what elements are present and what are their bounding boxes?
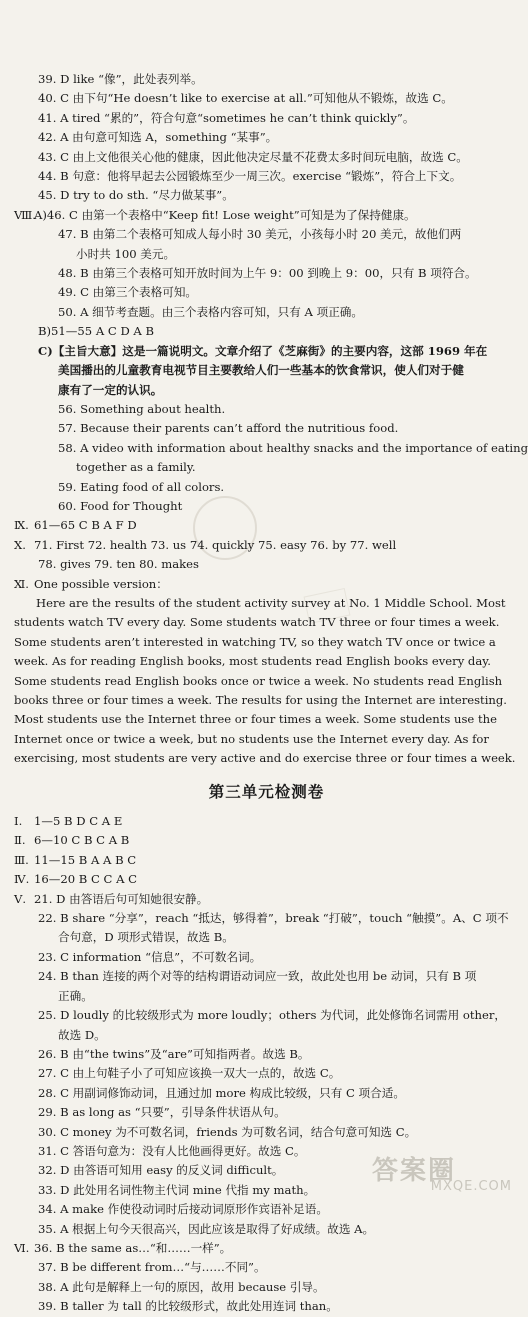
- essay-line: Some students read English books once or twice a week. No students read English: [14, 673, 503, 688]
- answer-text: 39. B taller 为 tall 的比较级形式，故此处用连词 than。: [38, 1299, 338, 1314]
- answer-text: 40. C 由下句“He doesn’t like to exercise at all.”可知他从不锻炼，故选 C。: [38, 91, 453, 106]
- answer-text: 42. A 由句意可知选 A，something “某事”。: [38, 130, 278, 145]
- answer-text: 44. B 句意：他将早起去公园锻炼至少一周三次。exercise “锻炼”，符合上下文。: [38, 169, 462, 184]
- answer-line: [14, 831, 519, 850]
- answer-line: [14, 516, 519, 535]
- unit-title: 第三单元检测卷: [208, 782, 325, 801]
- answer-line: [14, 1258, 519, 1277]
- answer-text: 30. C money 为不可数名词，friends 为可数名词，结合句意可知选 C。: [38, 1124, 417, 1139]
- answer-line: [14, 361, 519, 380]
- answer-text: C)【主旨大意】这是一篇说明文。文章介绍了《芝麻街》的主要内容，这部 1969 年在: [38, 343, 488, 358]
- answer-text: 50. A 细节考查题。由三个表格内容可知，只有 A 项正确。: [58, 304, 363, 319]
- answer-text: 11—15 B A A B C: [34, 852, 137, 867]
- answer-text: 71. First 72. health 73. us 74. quickly 75. easy 76. by 77. well: [34, 537, 397, 552]
- answer-text: 37. B be different from…“与……不同”。: [38, 1260, 266, 1275]
- essay-line: students watch TV every day. Some students watch TV three or four times a week.: [14, 615, 500, 630]
- answer-line: [14, 851, 519, 870]
- answer-line: [14, 1045, 519, 1064]
- answer-line: [14, 186, 519, 205]
- essay-line: Internet once or twice a week, but no students use the Internet every day. As for: [14, 731, 489, 746]
- answer-line: [14, 890, 519, 909]
- essay-line: Some students aren’t interested in watching TV, so they watch TV once or twice a: [14, 634, 496, 649]
- answer-text: 22. B share “分享”，reach “抵达，够得着”，break “打破”，touch “触摸”。A、C 项不: [38, 911, 509, 926]
- answer-text: 43. C 由上文他很关心他的健康，因此他决定尽量不花费太多时间玩电脑，故选 C。: [38, 149, 468, 164]
- answer-text: 60. Food for Thought: [58, 498, 183, 513]
- answer-text: 美国播出的儿童教育电视节目主要教给人们一些基本的饮食常识，使人们对于健: [58, 363, 464, 378]
- answer-text: 24. B than 连接的两个对等的结构谓语动词应一致，故此处也用 be 动词，只有 B 项: [38, 969, 477, 984]
- watermark-logo: [368, 1150, 518, 1194]
- answer-content: [14, 70, 528, 1317]
- answer-line: [14, 478, 519, 497]
- answer-line: [14, 1220, 519, 1239]
- answer-text: 49. C 由第三个表格可知。: [58, 285, 198, 300]
- answer-line: [14, 225, 519, 244]
- answer-text: 1—5 B D C A E: [34, 814, 123, 829]
- answer-line: [14, 812, 519, 831]
- watermark-site-text: MXQE.COM: [430, 1179, 512, 1194]
- answer-line: [14, 400, 519, 419]
- answer-line: [14, 167, 519, 186]
- answer-line: [14, 555, 519, 574]
- answer-line: [14, 1006, 519, 1025]
- answer-text: 小时共 100 美元。: [76, 246, 176, 261]
- answer-line: [14, 206, 519, 225]
- answer-line: [14, 70, 519, 89]
- answer-line: [14, 283, 519, 302]
- section-numeral: Ⅵ.: [14, 1240, 30, 1255]
- section-numeral: Ⅱ.: [14, 833, 26, 848]
- answer-text: 28. C 用副词修饰动词，且通过加 more 构成比较级，只有 C 项合适。: [38, 1085, 405, 1100]
- answer-block-unit-two: [14, 70, 528, 594]
- answer-line: [14, 303, 519, 322]
- answer-text: 29. B as long as “只要”，引导条件状语从句。: [38, 1105, 286, 1120]
- answer-text: 6—10 C B C A B: [34, 833, 130, 848]
- answer-text: 35. A 根据上句今天很高兴，因此应该是取得了好成绩。故选 A。: [38, 1221, 375, 1236]
- answer-text: 61—65 C B A F D: [34, 518, 137, 533]
- answer-text: 47. B 由第二个表格可知成人每小时 30 美元，小孩每小时 20 美元，故他们两: [58, 227, 462, 242]
- sample-essay: [14, 594, 519, 769]
- answer-line: [14, 575, 519, 594]
- answer-text: 故选 D。: [58, 1027, 106, 1042]
- answer-line: [14, 928, 519, 947]
- essay-line: week. As for reading English books, most students read English books every day.: [14, 654, 491, 669]
- answer-text: 27. C 由上句鞋子小了可知应该换一双大一点的，故选 C。: [38, 1066, 341, 1081]
- essay-line: Here are the results of the student activity survey at No. 1 Middle School. Most: [36, 595, 506, 610]
- answer-line: [14, 1239, 519, 1258]
- answer-text: 36. B the same as…“和……一样”。: [34, 1240, 232, 1255]
- answer-text: One possible version：: [34, 576, 168, 591]
- answer-line: [14, 342, 519, 361]
- answer-text: together as a family.: [76, 460, 196, 475]
- answer-text: 58. A video with information about healthy snacks and the importance of eating: [58, 440, 528, 455]
- section-numeral: Ⅸ.: [14, 518, 29, 533]
- answer-text: 26. B 由“the twins”及“are”可知指两者。故选 B。: [38, 1046, 310, 1061]
- answer-line: [14, 381, 519, 400]
- essay-line: exercising, most students are very active and do exercise three or four times a week.: [14, 751, 516, 766]
- section-numeral: Ⅴ.: [14, 891, 27, 906]
- answer-line: [14, 497, 519, 516]
- answer-line: [14, 439, 528, 458]
- answer-line: [14, 1123, 519, 1142]
- section-numeral: Ⅰ.: [14, 814, 23, 829]
- answer-text: 38. A 此句是解释上一句的原因，故用 because 引导。: [38, 1279, 325, 1294]
- answer-text: 59. Eating food of all colors.: [58, 479, 225, 494]
- answer-text: 39. D like “像”，此处表列举。: [38, 72, 203, 86]
- answer-line: [14, 536, 519, 555]
- answer-text: 34. A make 作使役动词时后接动词原形作宾语补足语。: [38, 1202, 328, 1217]
- section-numeral: Ⅺ.: [14, 576, 29, 591]
- answer-line: [14, 909, 519, 928]
- answer-line: [14, 1278, 519, 1297]
- answer-line: [14, 1200, 519, 1219]
- answer-line: [14, 948, 519, 967]
- answer-text: 23. C information “信息”，不可数名词。: [38, 949, 262, 964]
- answer-line: [14, 419, 519, 438]
- essay-line: books three or four times a week. The results for using the Internet are interesting.: [14, 693, 507, 707]
- answer-text: A)46. C 由第一个表格中“Keep fit! Lose weight”可知是为了保持健康。: [34, 207, 416, 222]
- answer-text: 33. D 此处用名词性物主代词 mine 代指 my math。: [38, 1182, 316, 1197]
- answer-text: 25. D loudly 的比较级形式为 more loudly；others 为代词，此处修饰名词需用 other，: [38, 1008, 507, 1023]
- answer-text: 16—20 B C C A C: [34, 872, 138, 887]
- answer-line: [14, 89, 519, 108]
- answer-line: [14, 322, 519, 341]
- answer-line: [14, 148, 519, 167]
- answer-text: 45. D try to do sth. “尽力做某事”。: [38, 188, 234, 203]
- answer-text: 78. gives 79. ten 80. makes: [38, 557, 199, 572]
- answer-line: [14, 1103, 519, 1122]
- answer-line: [14, 264, 519, 283]
- answer-text: 57. Because their parents can’t afford the nutritious food.: [58, 421, 399, 436]
- answer-line: [14, 1064, 519, 1083]
- answer-text: 48. B 由第三个表格可知开放时间为上午 9：00 到晚上 9：00，只有 B 项符合。: [58, 266, 477, 281]
- essay-line: Most students use the Internet three or four times a week. Some students use the: [14, 712, 497, 727]
- answer-line: [14, 1084, 519, 1103]
- answer-line: [14, 128, 519, 147]
- answer-line: [14, 967, 519, 986]
- section-numeral: Ⅹ.: [14, 537, 26, 552]
- answer-line: [14, 458, 519, 477]
- top-margin-mark: [190, 0, 340, 12]
- answer-text: 21. D 由答语后句可知她很安静。: [34, 891, 209, 906]
- answer-text: 合句意，D 项形式错误，故选 B。: [58, 930, 234, 945]
- answer-text: 康有了一定的认识。: [58, 382, 163, 397]
- answer-text: B)51—55 A C D A B: [38, 324, 154, 339]
- answer-text: 正确。: [58, 988, 93, 1003]
- answer-text: 41. A tired “累的”，符合句意“sometimes he can’t think quickly”。: [38, 110, 415, 125]
- answer-block-unit-three: [14, 812, 519, 1317]
- answer-text: 32. D 由答语可知用 easy 的反义词 difficult。: [38, 1163, 284, 1178]
- answer-line: [14, 870, 519, 889]
- answer-line: [14, 1026, 519, 1045]
- essay-lines: [14, 594, 517, 769]
- section-numeral: Ⅷ.: [14, 207, 36, 222]
- watermark-logo-text: 答案圈: [372, 1156, 457, 1186]
- section-numeral: Ⅳ.: [14, 872, 30, 887]
- answer-line: [14, 987, 519, 1006]
- answer-line: [14, 1297, 519, 1316]
- answer-text: 31. C 答语句意为：没有人比他画得更好。故选 C。: [38, 1143, 306, 1158]
- answer-line: [14, 245, 519, 264]
- answer-text: 56. Something about health.: [58, 401, 226, 416]
- answer-line: [14, 109, 519, 128]
- section-numeral: Ⅲ.: [14, 852, 29, 867]
